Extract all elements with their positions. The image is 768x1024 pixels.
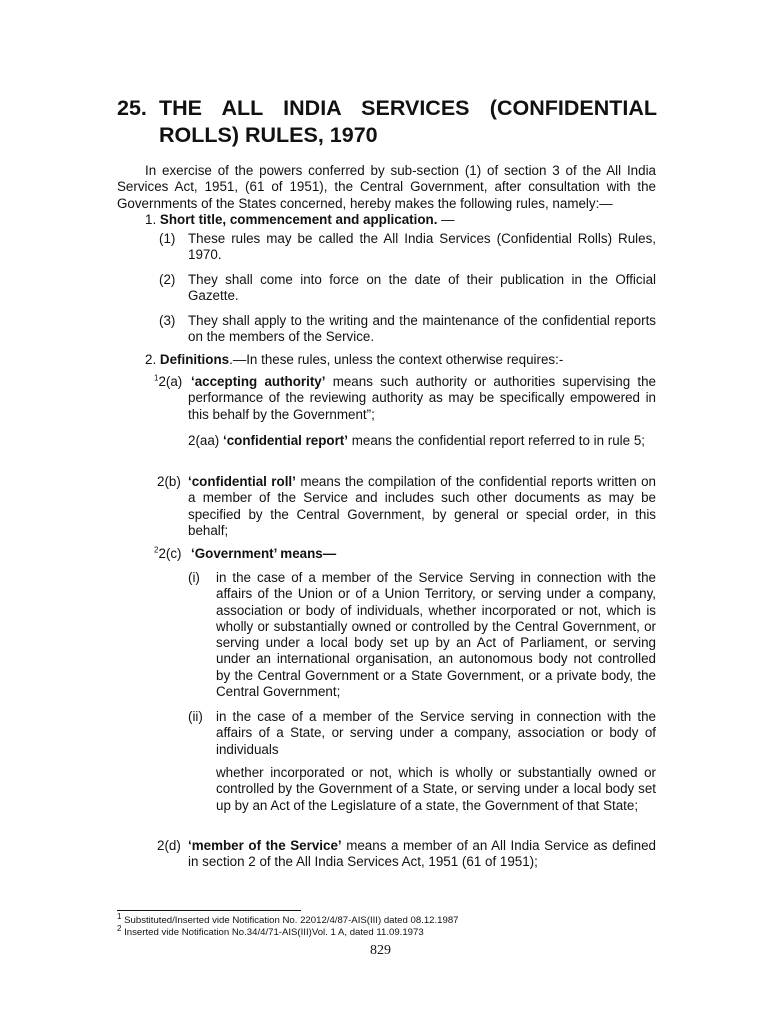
def-2c-marker: [154, 546, 182, 562]
def-2a-marker: [154, 374, 182, 390]
rule-1-item-2-number: (2): [159, 272, 176, 287]
rule-1-title: Short title, commencement and application.: [159, 212, 438, 227]
rule-1-item-1-text: These rules may be called the All India Services (Confidential Rolls) Rules, 1970.: [188, 231, 656, 263]
def-2a-term: ‘accepting authority’: [191, 374, 326, 389]
def-2c-i-number: (i): [188, 570, 200, 585]
rule-1-item-2-text: They shall come into force on the date of their publication in the Official Gazette.: [188, 272, 656, 304]
rule-1-heading: [145, 212, 645, 228]
page-number: 829: [370, 943, 391, 958]
rule-2-number: 2.: [145, 352, 157, 367]
def-2c-ii-continuation: whether incorporated or not, which is wholly or substantially owned or controlled by the Government of a State, or serving under a local body set up by an Act of the Legislature of a state, the Government of that State;: [216, 765, 656, 813]
def-2d-term: ‘member of the Service’: [188, 838, 342, 853]
def-2aa-text: [188, 433, 650, 449]
def-2c-ii-number: (ii): [188, 709, 203, 724]
def-2c-term: ‘Government’ means—: [191, 546, 337, 561]
footnote-2-text: Inserted vide Notification No.34/4/71-AIS(III)Vol. 1 A, dated 11.09.1973: [121, 927, 424, 938]
footnote-ref-2: 2: [154, 545, 159, 555]
rule-2-intro: .—In these rules, unless the context otherwise requires:-: [229, 352, 564, 367]
footnote-divider: [117, 910, 301, 911]
preamble: In exercise of the powers conferred by sub-section (1) of section 3 of the All India Services Act, 1951, (61 of 1951), the Central Government, after consultation with the Governments of the States concerned, hereby makes the following rules, namely:—: [117, 163, 656, 211]
def-2a-body: means such authority or authorities supervising the performance of the reviewing authority as may be specifically empowered in this behalf by the Government”;: [188, 374, 656, 422]
rule-1-item-1-number: (1): [159, 231, 176, 246]
def-2b-text: [188, 474, 656, 539]
def-2d-number: 2(d): [157, 838, 181, 853]
rule-1-number: 1.: [145, 212, 157, 227]
title-number: 25.: [117, 96, 147, 120]
def-2a-text: [188, 374, 656, 423]
rule-1-item-3-number: (3): [159, 313, 176, 328]
def-2c-ii-text: in the case of a member of the Service serving in connection with the affairs of a State, or serving under a company, association or body of individuals: [216, 709, 656, 757]
footnote-ref-1: 1: [154, 373, 159, 383]
def-2aa-number: 2(aa): [188, 433, 220, 448]
footnote-1: [117, 911, 459, 926]
def-2d-text: [188, 838, 656, 871]
footnote-2-marker: 2: [117, 923, 122, 933]
def-2c-number: 2(c): [158, 546, 182, 561]
def-2aa-body: means the confidential report referred to in rule 5;: [348, 433, 645, 448]
def-2d-body: means a member of an All India Service as defined in section 2 of the All India Services Act, 1951 (61 of 1951);: [188, 838, 657, 870]
def-2aa-term: ‘confidential report’: [223, 433, 348, 448]
def-2a-number: 2(a): [158, 374, 183, 389]
footnote-1-marker: 1: [117, 911, 122, 921]
rule-1-dash: —: [437, 212, 455, 227]
rule-2-heading: [145, 352, 655, 368]
def-2c-i-text: in the case of a member of the Service Serving in connection with the affairs of the Union or of a Union Territory, or serving under a company, association or body of individuals, whether incorporated or not, which is wholly or substantially owned or controlled by the Central Government, or serving under a local body set up by an Act of Parliament, or serving under an international organisation, an autonomous body not controlled by the Central Government or a State Government, or a private body, the Central Government;: [216, 570, 656, 700]
title-line-1: THE ALL INDIA SERVICES (CONFIDENTIAL: [159, 96, 657, 120]
rule-1-item-3-text: They shall apply to the writing and the maintenance of the confidential reports on the members of the Service.: [188, 313, 656, 345]
def-2b-term: ‘confidential roll’: [188, 474, 296, 489]
footnote-2: [117, 923, 424, 938]
footnote-1-text: Substituted/Inserted vide Notification No. 22012/4/87-AIS(III) dated 08.12.1987: [121, 915, 459, 926]
def-2b-number: 2(b): [157, 474, 181, 489]
title-line-2: ROLLS) RULES, 1970: [159, 123, 378, 147]
rule-2-title: Definitions: [159, 352, 230, 367]
def-2b-body: means the compilation of the confidential reports written on a member of the Service and includes such other documents as may be specified by the Central Government, by general or special order, in this behalf;: [188, 474, 656, 538]
